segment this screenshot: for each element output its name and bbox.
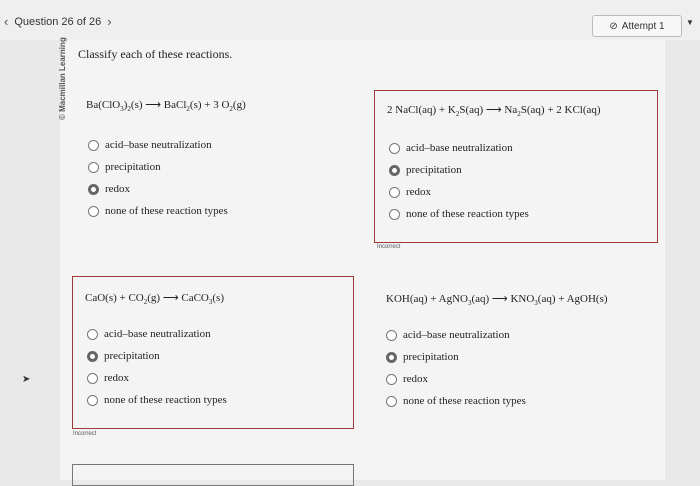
radio-button[interactable] — [386, 374, 397, 385]
radio-button[interactable] — [386, 396, 397, 407]
reaction-card-1 — [72, 88, 354, 233]
radio-button[interactable] — [87, 373, 98, 384]
radio-button-selected[interactable] — [386, 352, 397, 363]
radio-button[interactable] — [87, 395, 98, 406]
attempt-status-icon: ⊘ — [609, 20, 618, 32]
next-question-icon[interactable]: › — [107, 14, 112, 29]
attempt-label: Attempt 1 — [621, 20, 665, 32]
reaction-options — [87, 323, 227, 411]
option-precipitation[interactable]: precipitation — [389, 159, 529, 181]
radio-button-selected[interactable] — [88, 184, 99, 195]
option-redox[interactable]: redox — [87, 367, 227, 389]
mouse-cursor-icon: ➤ — [22, 374, 31, 385]
option-redox[interactable]: redox — [88, 178, 228, 200]
radio-button-selected[interactable] — [389, 165, 400, 176]
radio-button[interactable] — [88, 206, 99, 217]
option-redox[interactable]: redox — [389, 181, 529, 203]
option-precipitation[interactable]: precipitation — [87, 345, 227, 367]
reaction-card-3 — [72, 276, 354, 429]
reaction-equation: $CaO(s) + CO_2(g)$ ⟶ CaCO$_3$(s) — [85, 292, 224, 307]
radio-button[interactable] — [389, 209, 400, 220]
radio-button[interactable] — [87, 329, 98, 340]
option-none[interactable]: none of these reaction types — [386, 390, 526, 412]
reaction-card-5-partial — [72, 464, 354, 486]
option-acid-base[interactable]: acid–base neutralization — [88, 134, 228, 156]
option-none[interactable]: none of these reaction types — [389, 203, 529, 225]
reaction-card-4 — [374, 276, 656, 426]
question-counter: Question 26 of 26 — [14, 15, 102, 28]
reaction-options — [389, 137, 529, 225]
option-precipitation[interactable]: precipitation — [386, 346, 526, 368]
top-bar — [0, 0, 700, 40]
copyright-label: © Macmillan Learning — [58, 37, 67, 120]
option-none[interactable]: none of these reaction types — [87, 389, 227, 411]
option-redox[interactable]: redox — [386, 368, 526, 390]
radio-button[interactable] — [389, 187, 400, 198]
option-acid-base[interactable]: acid–base neutralization — [389, 137, 529, 159]
previous-question-icon[interactable]: ‹ — [4, 14, 9, 29]
radio-button[interactable] — [389, 143, 400, 154]
feedback-incorrect: Incorrect — [73, 431, 97, 437]
option-acid-base[interactable]: acid–base neutralization — [87, 323, 227, 345]
radio-button[interactable] — [88, 140, 99, 151]
question-prompt: Classify each of these reactions. — [78, 47, 233, 61]
radio-button-selected[interactable] — [87, 351, 98, 362]
reaction-options — [88, 134, 228, 222]
option-acid-base[interactable]: acid–base neutralization — [386, 324, 526, 346]
reaction-equation: KOH(aq) + AgNO$_3$(aq) ⟶ $KNO_3(aq)$ + AgOH(s) — [386, 293, 608, 308]
radio-button[interactable] — [88, 162, 99, 173]
reaction-card-2 — [374, 90, 658, 243]
question-nav — [4, 14, 112, 29]
reaction-equation: $Ba(ClO_3)_2(s)$ ⟶ BaCl$_2$(s) + 3 $O_2(g)$ — [86, 99, 246, 114]
reaction-equation: 2 NaCl(aq) + $K_2S(aq)$ ⟶ $Na_2S(aq) + 2$ KCl(aq) — [387, 104, 601, 119]
reaction-options — [386, 324, 526, 412]
feedback-incorrect: Incorrect — [377, 244, 401, 250]
option-precipitation[interactable]: precipitation — [88, 156, 228, 178]
option-none[interactable]: none of these reaction types — [88, 200, 228, 222]
radio-button[interactable] — [386, 330, 397, 341]
attempt-dropdown[interactable] — [592, 15, 682, 37]
chevron-down-icon[interactable]: ▼ — [686, 18, 694, 27]
